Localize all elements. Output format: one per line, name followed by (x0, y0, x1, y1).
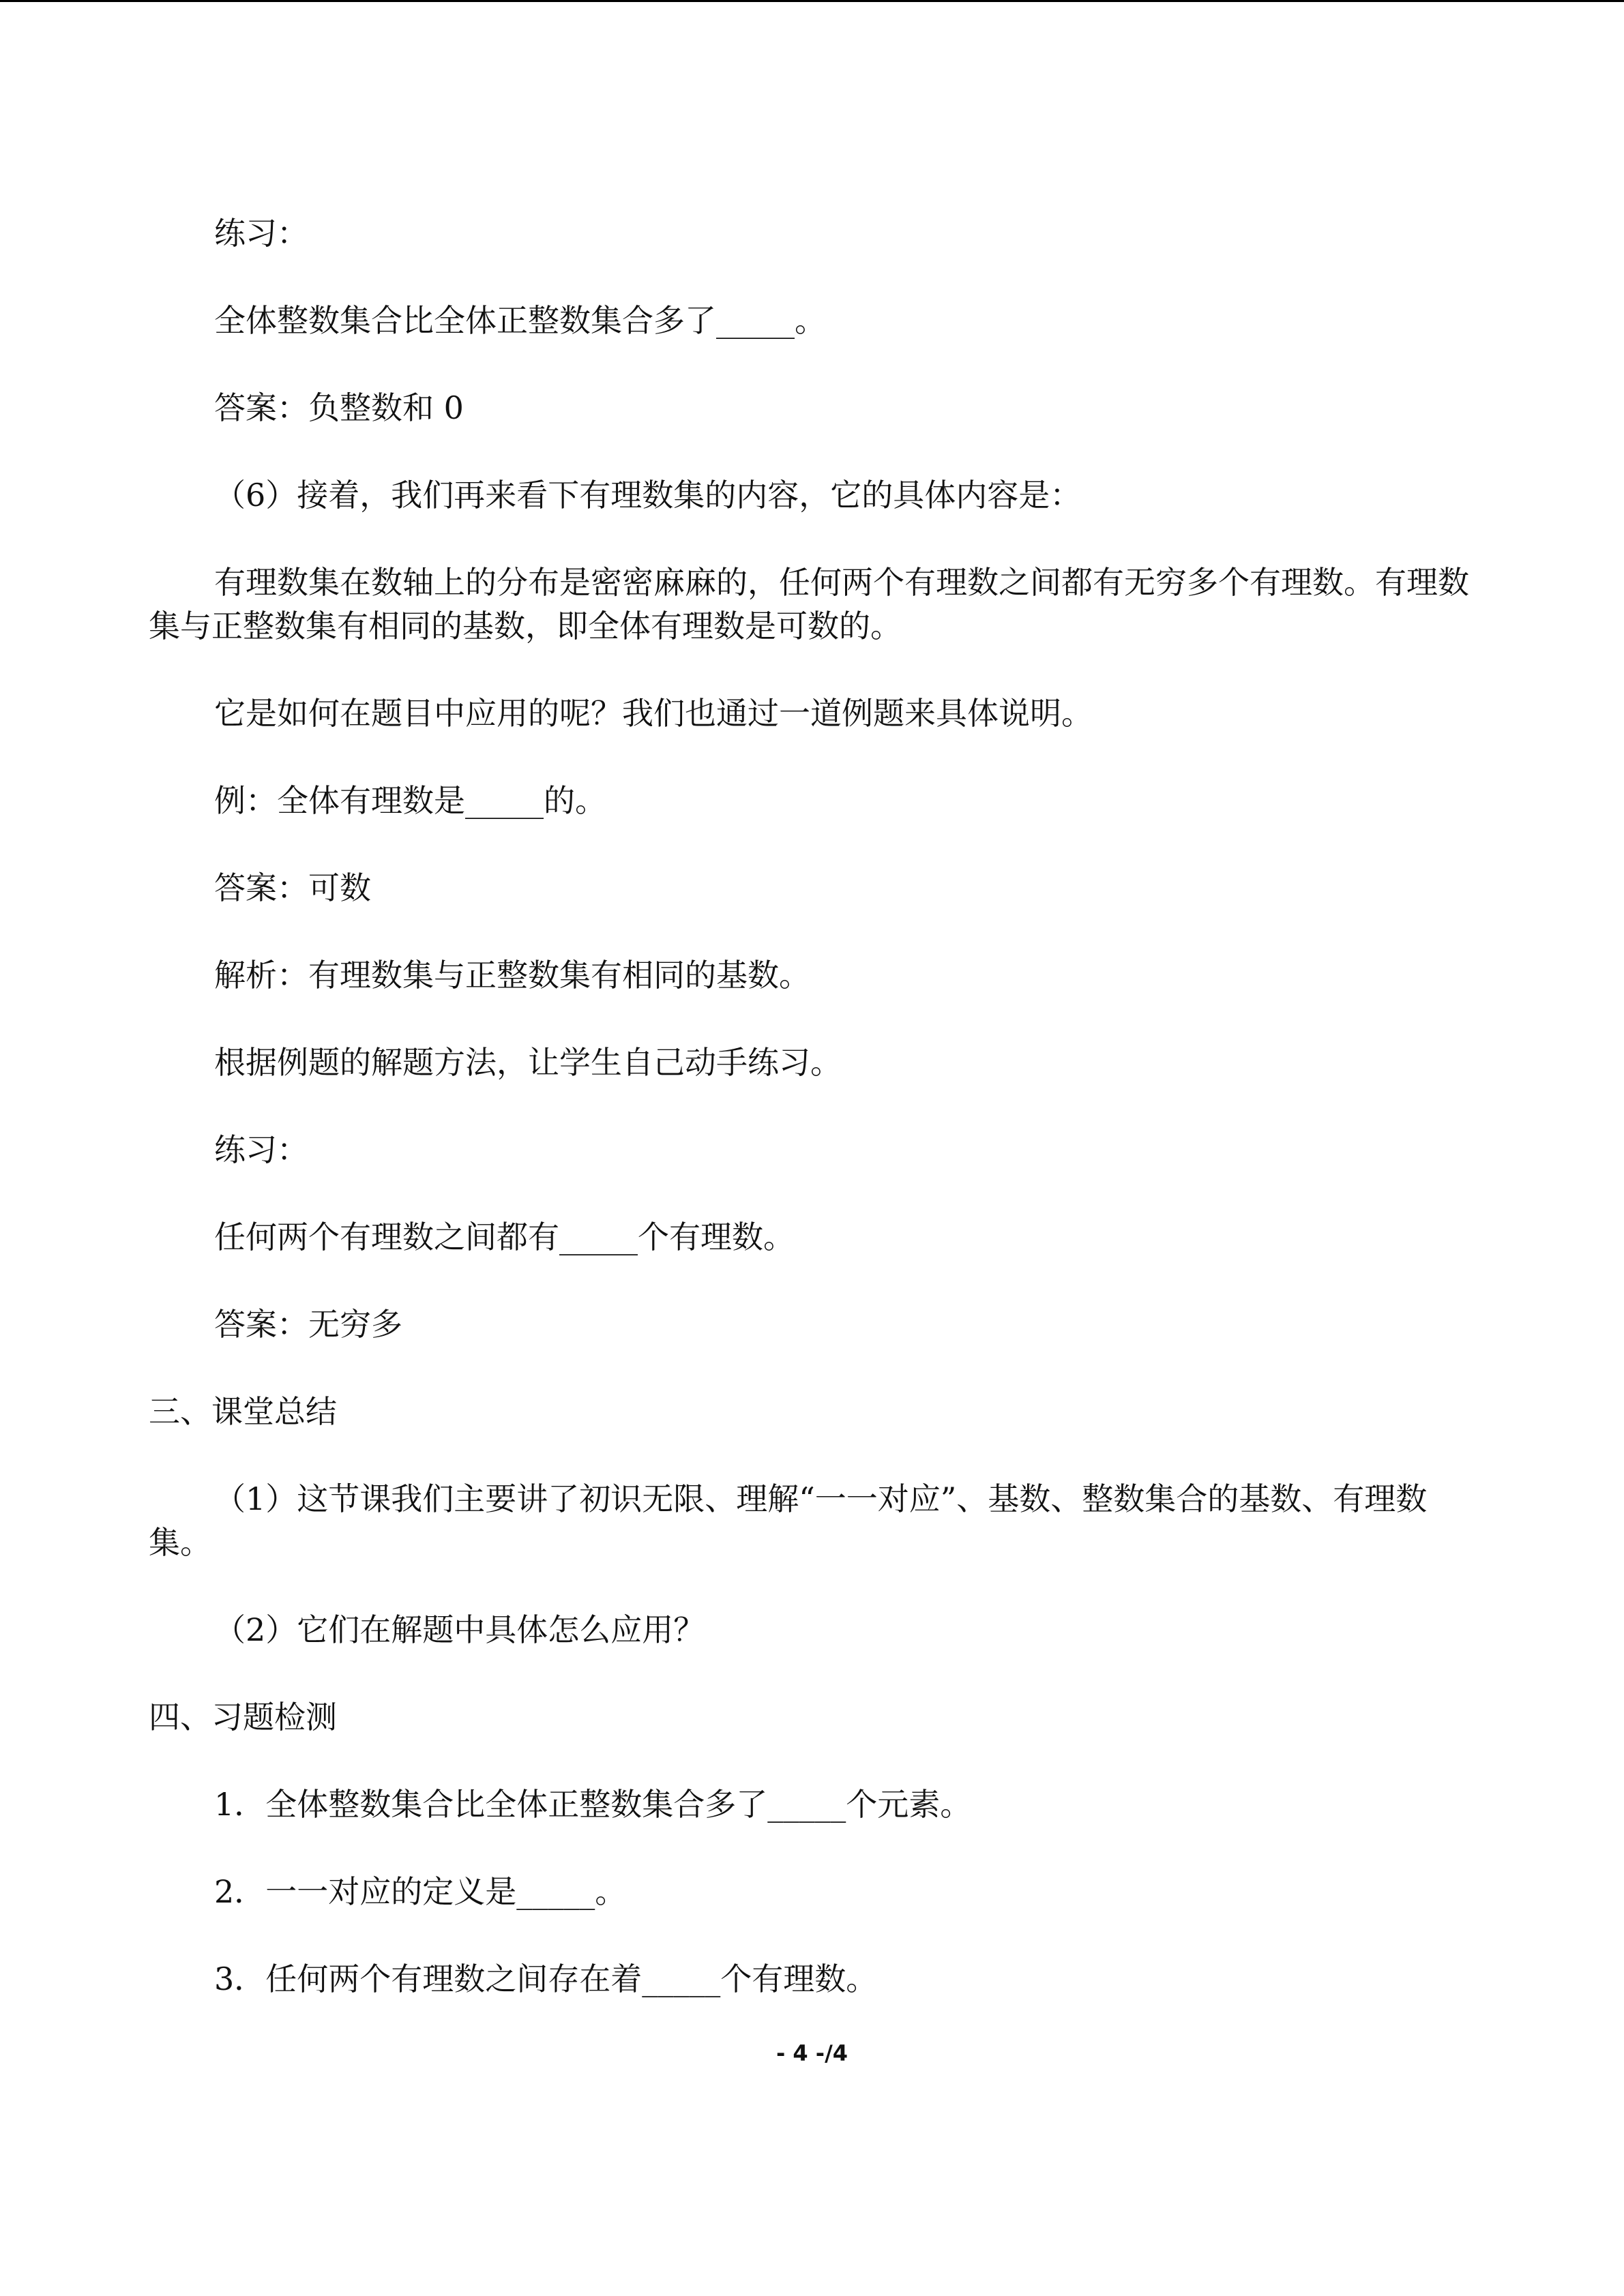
exercise-item-3: 3．任何两个有理数之间存在着_____个有理数。 (214, 1960, 878, 1997)
page-number: - 4 -/4 (776, 2040, 848, 2066)
example-answer: 答案：可数 (214, 869, 371, 906)
practice-question: 全体整数集合比全体正整数集合多了_____。 (214, 302, 826, 339)
section-heading-exercises: 四、习题检测 (149, 1699, 337, 1735)
practice-answer: 答案：负整数和 0 (214, 389, 464, 426)
exercise-item-1: 1．全体整数集合比全体正整数集合多了_____个元素。 (214, 1786, 972, 1823)
practice-instruction: 根据例题的解题方法，让学生自己动手练习。 (214, 1044, 842, 1081)
practice-answer-2: 答案：无穷多 (214, 1306, 402, 1343)
example-intro: 它是如何在题目中应用的呢？我们也通过一道例题来具体说明。 (214, 695, 1093, 732)
section-heading-summary: 三、课堂总结 (149, 1393, 337, 1430)
top-border-line (0, 0, 1624, 2)
exercise-item-2: 2．一一对应的定义是_____。 (214, 1873, 627, 1910)
practice-heading-2: 练习： (214, 1131, 308, 1168)
example-explanation: 解析：有理数集与正整数集有相同的基数。 (214, 957, 810, 994)
summary-item-2: （2）它们在解题中具体怎么应用？ (214, 1611, 705, 1648)
practice-heading: 练习： (214, 215, 308, 252)
example-question: 例：全体有理数是_____的。 (214, 782, 606, 819)
practice-question-2: 任何两个有理数之间都有_____个有理数。 (214, 1219, 795, 1255)
document-body (149, 211, 1472, 2044)
rational-definition: 有理数集在数轴上的分布是密密麻麻的，任何两个有理数之间都有无穷多个有理数。有理数集与正整数集有相同的基数，即全体有理数是可数的。 (149, 564, 1469, 644)
section-rational-intro: （6）接着，我们再来看下有理数集的内容，它的具体内容是： (214, 477, 1082, 513)
summary-item-1: （1）这节课我们主要讲了初识无限、理解“一一对应”、基数、整数集合的基数、有理数集。 (149, 1480, 1428, 1561)
